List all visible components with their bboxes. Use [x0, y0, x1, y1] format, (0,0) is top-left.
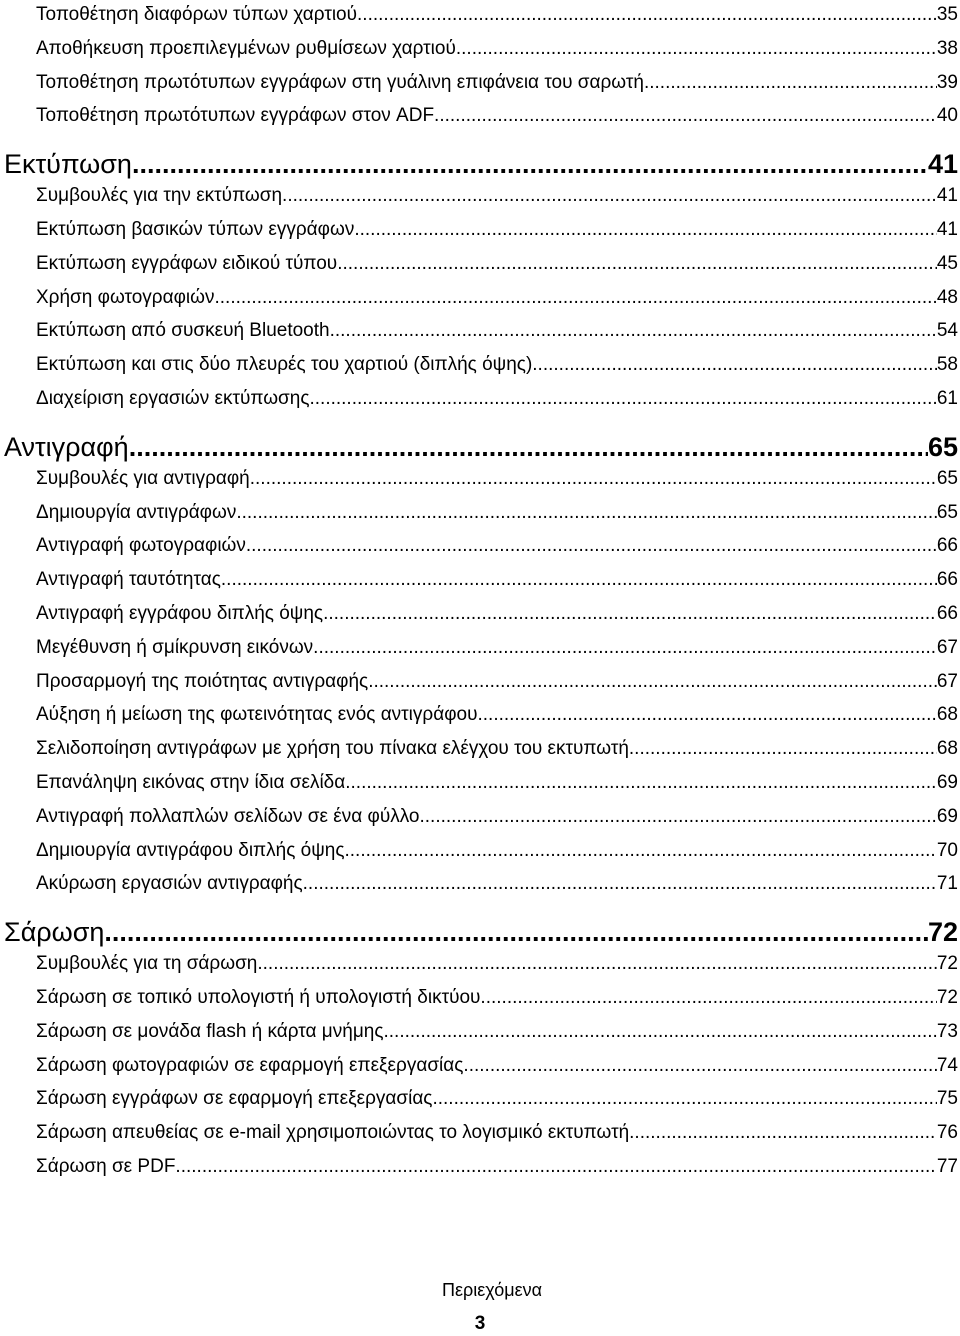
toc-page-number: 65 [936, 467, 958, 489]
toc-dot-leader [357, 0, 937, 30]
toc-title: Διαχείριση εργασιών εκτύπωσης [36, 388, 310, 409]
toc-page-number: 65 [927, 431, 958, 462]
toc-page-number: 72 [927, 917, 958, 948]
toc-title: Συμβουλές για αντιγραφή [36, 467, 250, 489]
toc-entry-row[interactable] [36, 565, 958, 595]
toc-entry-row[interactable] [36, 1152, 958, 1182]
toc-chapter-row[interactable] [4, 912, 958, 952]
toc-entry-row[interactable] [36, 633, 958, 663]
toc-page-number: 69 [936, 772, 958, 793]
toc-title: Ακύρωση εργασιών αντιγραφής [36, 873, 303, 895]
toc-entry-row[interactable] [36, 1118, 958, 1148]
toc-title: Εκτύπωση [4, 149, 132, 180]
toc-dot-leader [337, 249, 937, 279]
toc-entry-row[interactable] [36, 181, 958, 211]
toc-title: Προσαρμογή της ποιότητας αντιγραφής [36, 670, 369, 692]
toc-entry-row[interactable] [36, 531, 958, 561]
toc-page-number: 45 [936, 252, 958, 274]
toc-title: Επανάληψη εικόνας στην ίδια σελίδα [36, 772, 346, 793]
toc-dot-leader [480, 983, 936, 1013]
toc-dot-leader [129, 427, 928, 467]
toc-page-number: 38 [936, 37, 958, 59]
toc-page-number: 48 [936, 286, 958, 308]
toc-title: Δημιουργία αντιγράφων [36, 501, 237, 523]
toc-entry-row[interactable] [36, 464, 958, 494]
footer-page-number: 3 [474, 1313, 486, 1334]
toc-page-number: 35 [936, 4, 958, 25]
toc-dot-leader [463, 1051, 936, 1081]
toc-dot-leader [221, 565, 937, 595]
toc-page-number: 74 [936, 1054, 958, 1076]
toc-dot-leader [303, 869, 937, 899]
toc-entry-row[interactable] [36, 384, 958, 414]
toc-page-number: 54 [936, 320, 958, 342]
toc-page-number: 71 [936, 873, 958, 895]
toc-dot-leader [629, 1118, 937, 1148]
toc-page-number: 72 [936, 953, 958, 975]
toc-title: Δημιουργία αντιγράφου διπλής όψης [36, 839, 345, 861]
toc-title: Σάρωση σε τοπικό υπολογιστή ή υπολογιστή δικτύου [36, 987, 481, 1008]
toc-page-number: 75 [936, 1088, 958, 1110]
toc-entry-row[interactable] [36, 983, 958, 1013]
toc-entry-row[interactable] [36, 101, 958, 131]
toc-title: Σάρωση σε PDF [36, 1156, 176, 1177]
toc-title: Τοποθέτηση διαφόρων τύπων χαρτιού [36, 4, 358, 25]
toc-dot-leader [309, 384, 936, 414]
toc-page-number: 70 [936, 839, 958, 861]
toc-entry-row[interactable] [36, 0, 958, 30]
toc-chapter-row[interactable] [4, 427, 958, 467]
toc-dot-leader [345, 768, 937, 798]
toc-page-number: 66 [936, 569, 958, 591]
toc-page-number: 41 [936, 185, 958, 207]
toc-entry-row[interactable] [36, 836, 958, 866]
toc-entry-row[interactable] [36, 215, 958, 245]
toc-page-number: 40 [936, 105, 958, 127]
toc-entry-row[interactable] [36, 283, 958, 313]
toc-title: Σάρωση [4, 917, 105, 948]
toc-page-number: 72 [936, 987, 958, 1008]
toc-entry-row[interactable] [36, 1051, 958, 1081]
toc-entry-row[interactable] [36, 68, 958, 98]
toc-title: Αντιγραφή [4, 431, 129, 462]
toc-title: Σάρωση φωτογραφιών σε εφαρμογή επεξεργασίας [36, 1054, 464, 1076]
toc-dot-leader [532, 350, 937, 380]
toc-title: Σάρωση εγγράφων σε εφαρμογή επεξεργασίας [36, 1088, 433, 1110]
toc-dot-leader [344, 836, 936, 866]
toc-dot-leader [132, 144, 928, 184]
toc-entry-row[interactable] [36, 734, 958, 764]
toc-entry-row[interactable] [36, 1084, 958, 1114]
footer-section-label: Περιεχόμενα [441, 1280, 543, 1300]
toc-entry-row[interactable] [36, 498, 958, 528]
toc-dot-leader [214, 283, 936, 313]
toc-title: Αντιγραφή εγγράφου διπλής όψης [36, 603, 324, 624]
toc-dot-leader [236, 498, 937, 528]
toc-entry-row[interactable] [36, 700, 958, 730]
toc-entry-row[interactable] [36, 1017, 958, 1047]
toc-entry-row[interactable] [36, 949, 958, 979]
toc-title: Τοποθέτηση πρωτότυπων εγγράφων στον ADF [36, 105, 435, 127]
toc-dot-leader [313, 633, 937, 663]
toc-dot-leader [330, 316, 937, 346]
toc-title: Σάρωση σε μονάδα flash ή κάρτα μνήμης [36, 1020, 384, 1042]
toc-page-number: 65 [936, 501, 958, 523]
toc-dot-leader [282, 181, 937, 211]
toc-page-number: 67 [936, 636, 958, 658]
toc-title: Αντιγραφή πολλαπλών σελίδων σε ένα φύλλο [36, 805, 420, 827]
toc-dot-leader [384, 1017, 937, 1047]
toc-page-number: 73 [936, 1020, 958, 1042]
toc-title: Χρήση φωτογραφιών [36, 286, 215, 308]
toc-title: Μεγέθυνση ή σμίκρυνση εικόνων [36, 636, 314, 658]
toc-page-number: 41 [927, 149, 958, 180]
toc-title: Συμβουλές για την εκτύπωση [36, 185, 283, 207]
toc-dot-leader [420, 802, 937, 832]
toc-title: Εκτύπωση από συσκευή Bluetooth [36, 320, 330, 342]
toc-dot-leader [354, 215, 937, 245]
toc-title: Τοποθέτηση πρωτότυπων εγγράφων στη γυάλινη επιφάνεια του σαρωτή [36, 71, 644, 93]
toc-entry-row[interactable] [36, 34, 958, 64]
toc-title: Αύξηση ή μείωση της φωτεινότητας ενός αντιγράφου [36, 704, 478, 726]
toc-entry-row[interactable] [36, 667, 958, 697]
toc-dot-leader [104, 912, 928, 952]
toc-dot-leader [323, 599, 937, 629]
toc-page-number: 66 [936, 535, 958, 557]
toc-page-number: 61 [936, 388, 958, 409]
toc-dot-leader [257, 949, 937, 979]
toc-page-number: 68 [936, 704, 958, 726]
toc-page-number: 39 [936, 71, 958, 93]
toc-title: Σάρωση απευθείας σε e-mail χρησιμοποιώντας το λογισμικό εκτυπωτή [36, 1122, 630, 1144]
toc-entry-row[interactable] [36, 599, 958, 629]
toc-entry-row[interactable] [36, 316, 958, 346]
toc-entry-row[interactable] [36, 802, 958, 832]
toc-dot-leader [246, 531, 937, 561]
toc-title: Αντιγραφή ταυτότητας [36, 569, 221, 591]
toc-dot-leader [456, 34, 937, 64]
toc-title: Συμβουλές για τη σάρωση [36, 953, 258, 975]
toc-entry-row[interactable] [36, 350, 958, 380]
toc-page-number: 68 [936, 738, 958, 760]
toc-dot-leader [432, 1084, 936, 1114]
toc-chapter-row[interactable] [4, 144, 958, 184]
toc-page-number: 41 [936, 219, 958, 240]
toc-dot-leader [629, 734, 937, 764]
toc-page-number: 58 [936, 354, 958, 376]
toc-entry-row[interactable] [36, 249, 958, 279]
toc-page-number: 76 [936, 1122, 958, 1144]
toc-title: Αποθήκευση προεπιλεγμένων ρυθμίσεων χαρτιού [36, 37, 456, 59]
toc-page-number: 69 [936, 805, 958, 827]
toc-dot-leader [250, 464, 937, 494]
toc-dot-leader [368, 667, 937, 697]
toc-dot-leader [434, 101, 937, 131]
toc-title: Σελιδοποίηση αντιγράφων με χρήση του πίνακα ελέγχου του εκτυπωτή [36, 738, 629, 760]
toc-page-number: 77 [936, 1156, 958, 1177]
toc-entry-row[interactable] [36, 869, 958, 899]
toc-page-number: 66 [936, 603, 958, 624]
toc-title: Αντιγραφή φωτογραφιών [36, 535, 246, 557]
toc-dot-leader [644, 68, 937, 98]
toc-dot-leader [477, 700, 936, 730]
toc-title: Εκτύπωση εγγράφων ειδικού τύπου [36, 252, 338, 274]
toc-page-number: 67 [936, 670, 958, 692]
toc-title: Εκτύπωση βασικών τύπων εγγράφων [36, 219, 355, 240]
toc-dot-leader [175, 1152, 936, 1182]
toc-entry-row[interactable] [36, 768, 958, 798]
toc-title: Εκτύπωση και στις δύο πλευρές του χαρτιού (διπλής όψης) [36, 354, 533, 376]
